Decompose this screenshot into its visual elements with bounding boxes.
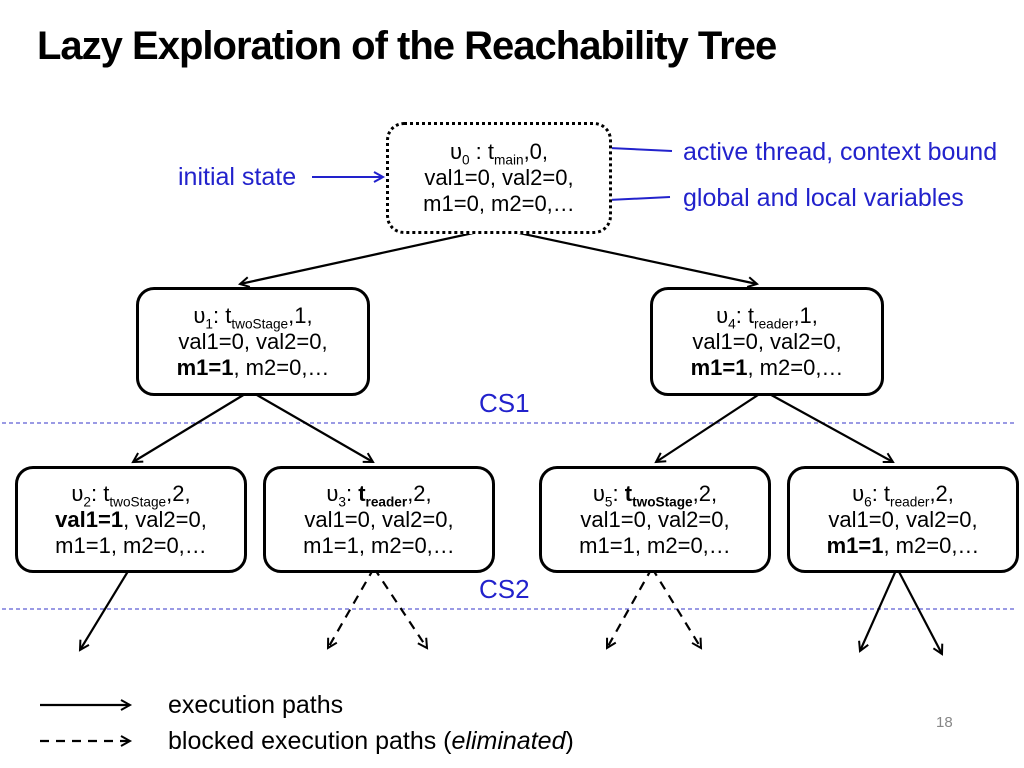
edge-v1-v3 bbox=[250, 391, 373, 462]
legend-execution-paths-label bbox=[168, 691, 343, 720]
edge-v1-v2 bbox=[133, 391, 250, 462]
node-text-line: $\upsilon_0$ : $t_{main},0$, bbox=[449, 139, 549, 168]
legend-dashed-text-suffix: ) bbox=[565, 727, 574, 755]
node-text-line: $\upsilon_3$: $t_{reader},2$, bbox=[326, 480, 432, 509]
tree-node-v2 bbox=[15, 466, 247, 573]
edge-v2-continuation bbox=[80, 568, 130, 650]
node-text-line: $\upsilon_5$: $t_{twoStage},2$, bbox=[592, 480, 718, 509]
node-text-line: val1=0, val2=0, bbox=[692, 328, 842, 354]
cs1-label: CS1 bbox=[479, 388, 530, 418]
edge-v4-v6 bbox=[764, 391, 893, 462]
node-text-line: m1=1, m2=0,… bbox=[176, 354, 330, 380]
node-text-line: val1=0, val2=0, bbox=[828, 506, 978, 532]
tree-node-v1 bbox=[136, 287, 370, 396]
edge-v6-continuation-right bbox=[897, 568, 942, 654]
global-variables-label: global and local variables bbox=[683, 184, 964, 212]
node-text-line: $\upsilon_6$: $t_{reader},2$, bbox=[852, 480, 954, 509]
tree-node-v0 bbox=[386, 122, 612, 234]
tree-node-v6 bbox=[787, 466, 1019, 573]
node-text-line: m1=1, m2=0,… bbox=[690, 354, 844, 380]
node-text-line: m1=0, m2=0,… bbox=[423, 191, 575, 216]
edge-v4-v5 bbox=[656, 391, 764, 462]
node-text-line: val1=1, val2=0, bbox=[55, 506, 207, 532]
cs2-label: CS2 bbox=[479, 574, 530, 604]
edge-v0-v4 bbox=[496, 228, 757, 284]
slide-title: Lazy Exploration of the Reachability Tree bbox=[37, 24, 777, 68]
blocked-edge-v3-right bbox=[374, 568, 427, 648]
edge-v6-continuation-left bbox=[860, 568, 897, 651]
legend-solid-text: execution paths bbox=[168, 691, 344, 719]
blocked-edge-v3-left bbox=[328, 568, 374, 648]
node-text-line: val1=0, val2=0, bbox=[424, 165, 574, 190]
node-text-line: val1=0, val2=0, bbox=[580, 506, 730, 532]
initial-state-label: initial state bbox=[178, 163, 297, 191]
blocked-edge-v5-left bbox=[607, 568, 652, 648]
blocked-edge-v5-right bbox=[652, 568, 701, 648]
tree-node-v5 bbox=[539, 466, 771, 573]
legend-dashed-text-italic: eliminated bbox=[451, 727, 566, 755]
active-thread-label: active thread, context bound bbox=[683, 138, 998, 166]
legend-blocked-paths-label bbox=[168, 727, 574, 756]
node-text-line: val1=0, val2=0, bbox=[178, 328, 328, 354]
node-text-line: $\upsilon_2$: $t_{twoStage},2$, bbox=[71, 480, 191, 509]
node-text-line: $\upsilon_4$: $t_{reader},1$, bbox=[716, 302, 818, 331]
node-text-line: m1=1, m2=0,… bbox=[579, 532, 731, 558]
tree-node-v4 bbox=[650, 287, 884, 396]
node-text-line: m1=1, m2=0,… bbox=[55, 532, 207, 558]
tree-node-v3 bbox=[263, 466, 495, 573]
node-text-line: m1=1, m2=0,… bbox=[826, 532, 980, 558]
node-text-line: m1=1, m2=0,… bbox=[303, 532, 455, 558]
node-text-line: $\upsilon_1$: $t_{twoStage},1$, bbox=[193, 302, 313, 331]
edge-v0-v1 bbox=[240, 228, 496, 284]
legend-dashed-text-prefix: blocked execution paths ( bbox=[168, 727, 452, 755]
page-number: 18 bbox=[936, 714, 953, 731]
node-text-line: val1=0, val2=0, bbox=[304, 506, 454, 532]
